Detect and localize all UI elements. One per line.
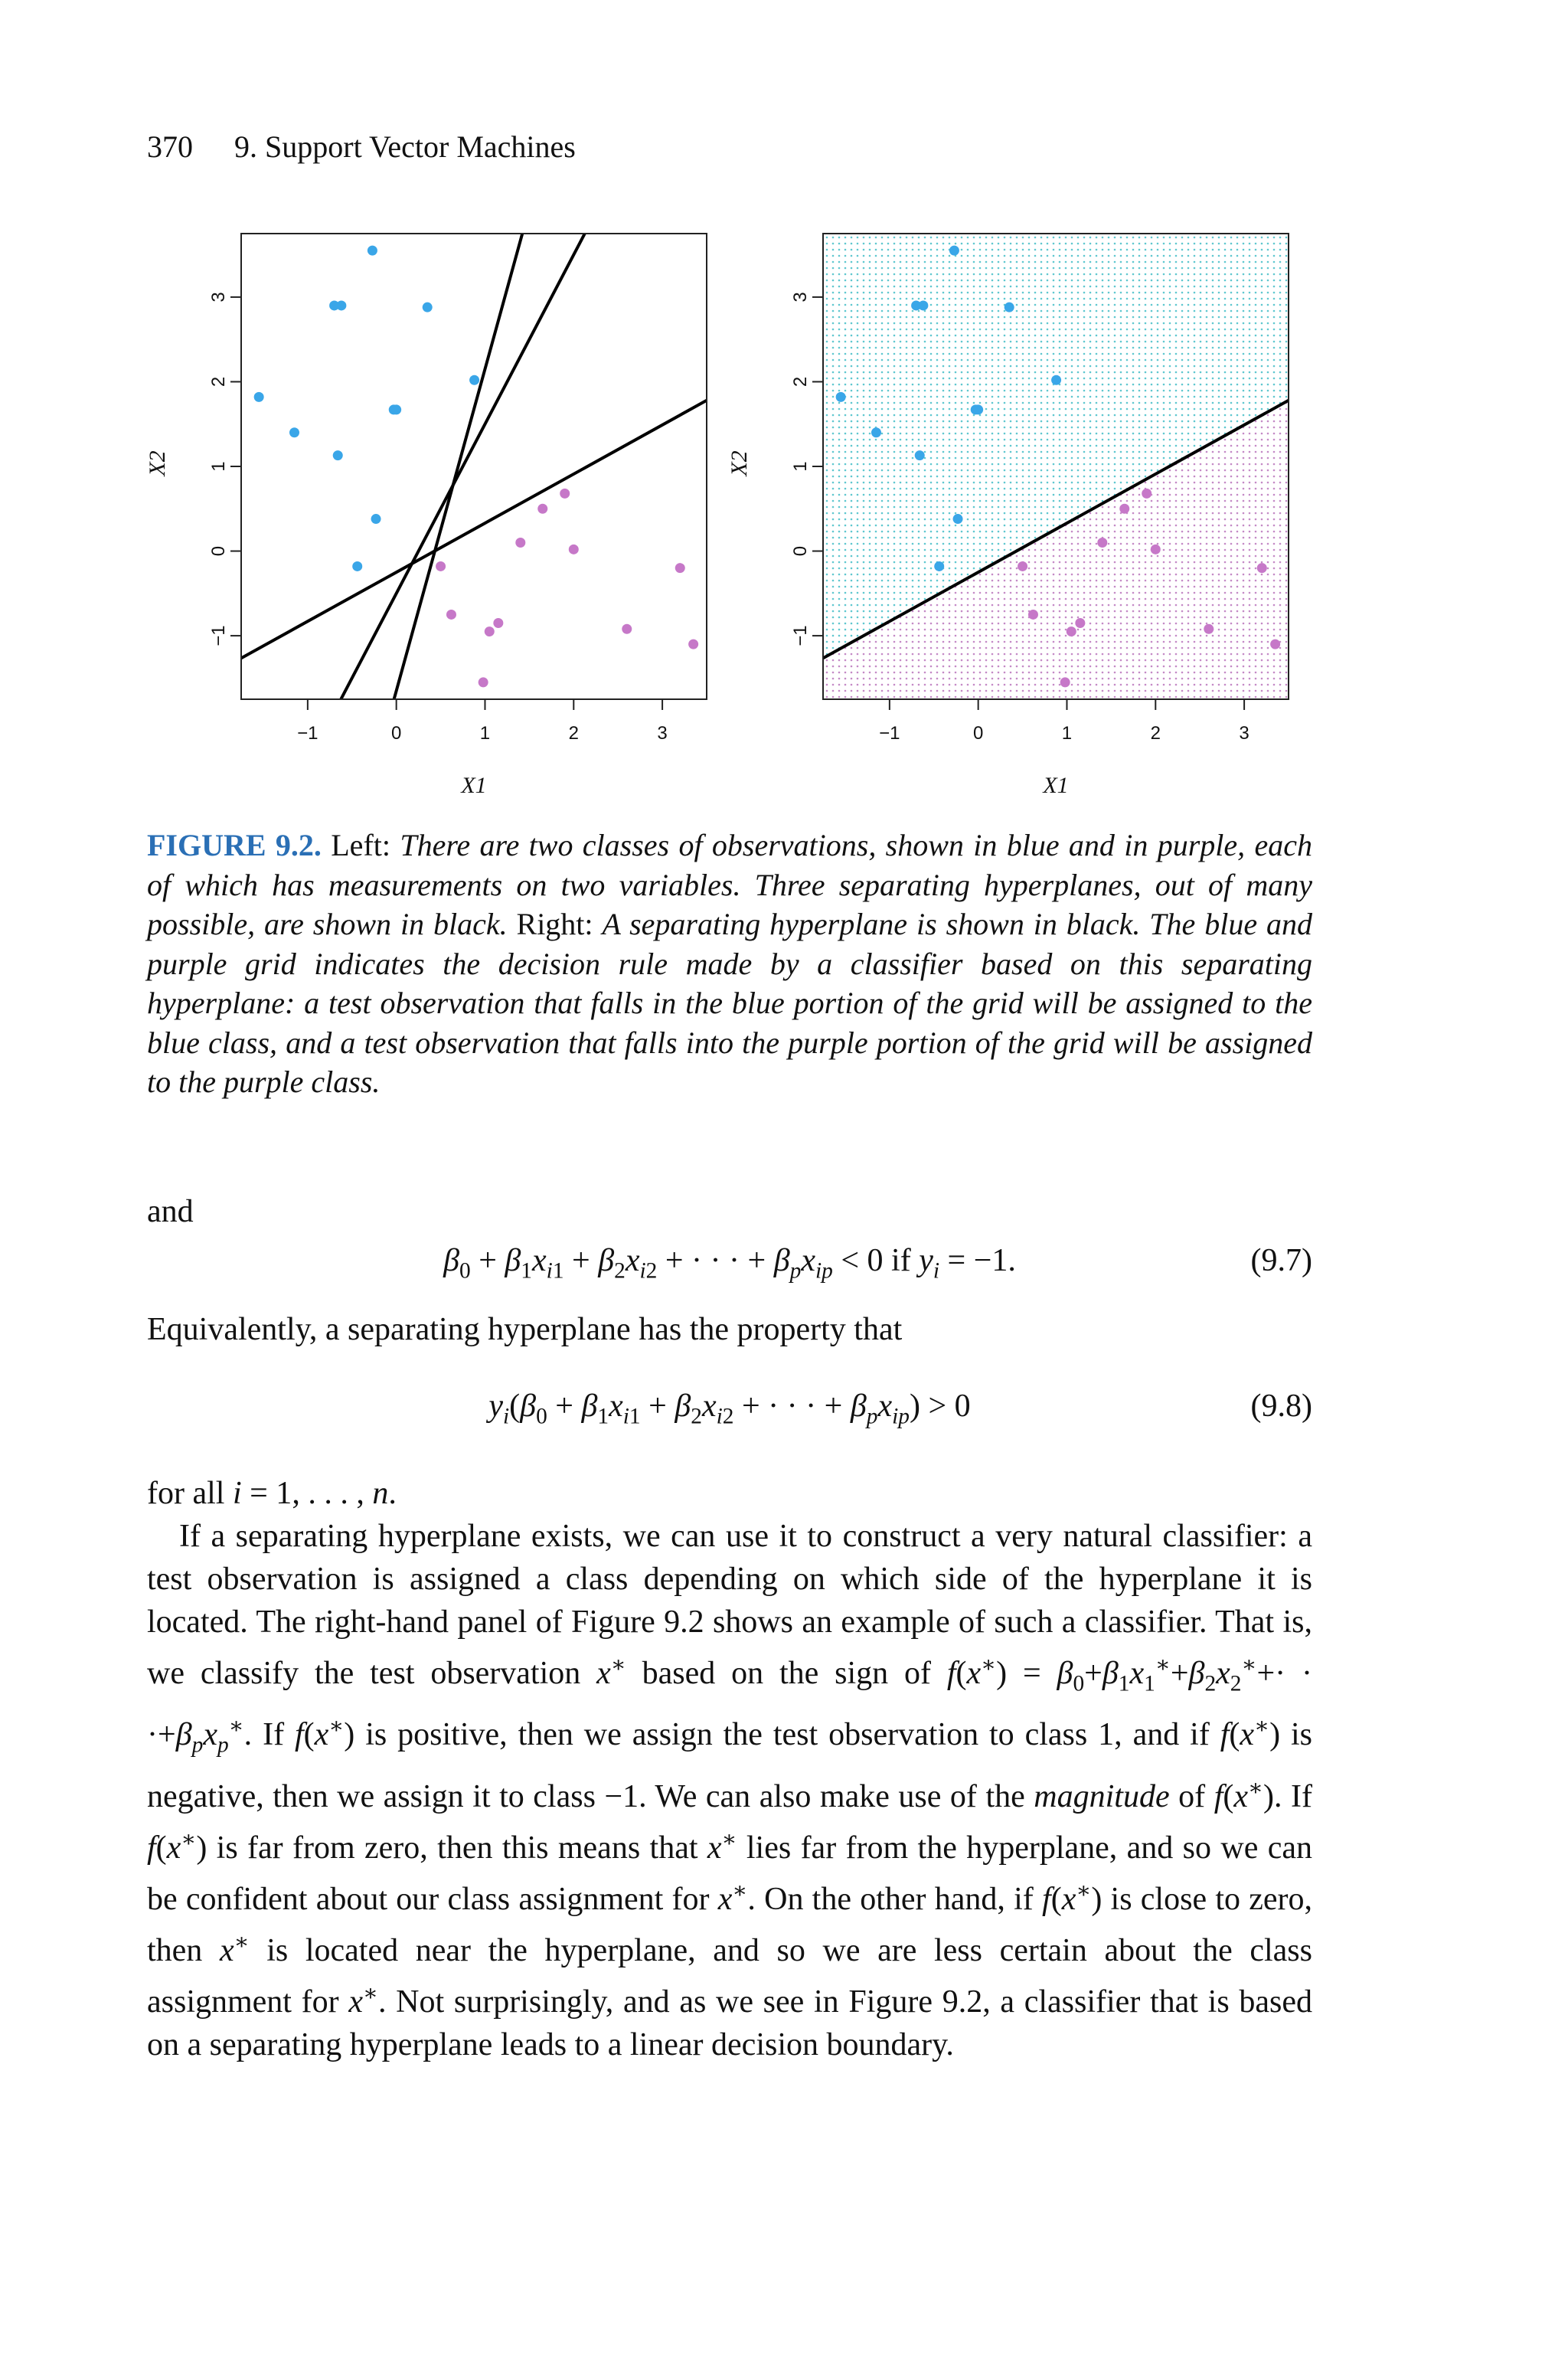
- equation-9-7-number: (9.7): [1250, 1243, 1312, 1278]
- caption-label: FIGURE 9.2.: [147, 828, 322, 862]
- x-axis-label: X1: [1043, 773, 1069, 798]
- blue-point: [934, 561, 944, 571]
- purple-point: [1028, 610, 1038, 620]
- purple-point: [1142, 489, 1152, 499]
- x-tick-label: 0: [390, 723, 402, 744]
- hyperplane-line-1: [241, 401, 707, 659]
- purple-point: [1075, 618, 1085, 628]
- y-tick-label: −1: [790, 625, 811, 646]
- x-tick-label: −1: [297, 723, 318, 744]
- blue-point: [254, 392, 264, 402]
- purple-point: [675, 563, 685, 573]
- blue-point: [368, 246, 377, 256]
- caption-right-tag: Right:: [516, 907, 593, 941]
- y-tick-label: 0: [790, 545, 811, 557]
- equation-9-8: [147, 1388, 1312, 1431]
- chapter-title: 9. Support Vector Machines: [234, 129, 576, 164]
- purple-point: [493, 618, 503, 628]
- text-equivalently: Equivalently, a separating hyperplane has the property that: [147, 1312, 903, 1347]
- purple-point: [446, 610, 456, 620]
- blue-point: [918, 300, 928, 310]
- text-for-all: for all i = 1, . . . , n.: [147, 1476, 397, 1511]
- purple-point: [1204, 624, 1214, 634]
- equation-9-8-body: $y_i(\beta_0 + \beta_1x_{i1} + \beta_2x_{i2}$ + · · · + $\beta_px_{ip}) > 0$: [488, 1389, 971, 1429]
- purple-point: [479, 677, 488, 687]
- blue-point: [423, 303, 433, 312]
- blue-point: [953, 514, 963, 524]
- purple-point: [515, 538, 525, 548]
- purple-point: [688, 639, 698, 649]
- purple-point: [1018, 561, 1027, 571]
- purple-point: [1270, 639, 1280, 649]
- equation-9-7: [147, 1242, 1312, 1285]
- purple-point: [1151, 545, 1161, 554]
- x-tick-label: 1: [479, 723, 491, 744]
- paragraph-classifier: If a separating hyperplane exists, we can use it to construct a very natural classifier: a test observation is assigned a class depending on which side of the hyperplane it is located. The right-hand panel of Figure 9.2 shows an example of such a classifier. That is, we classify the test observation x∗ based on the sign of $f(x^∗) = \beta_0+\beta_1x_1^∗+\beta_2x_2^∗+\cdot \cdot \cdot+\beta_px_p^∗$. If f(x∗) is positive, then we assign the test observation to class 1, and if f(x∗) is negative, then we assign it to class −1. We can also make use of the magnitude of f(x∗). If f(x∗) is far from zero, then this means that x∗ lies far from the hyperplane, and so we can be confident about our class assignment for x∗. On the other hand, if f(x∗) is close to zero, then x∗ is located near the hyperplane, and so we are less certain about the class assignment for x∗. Not surprisingly, and as we see in Figure 9.2, a classifier that is based on a separating hyperplane leads to a linear decision boundary.: [147, 1519, 1313, 2062]
- y-tick-label: 1: [208, 461, 229, 472]
- purple-point: [537, 504, 547, 514]
- blue-point: [469, 375, 479, 385]
- purple-point: [436, 561, 446, 571]
- purple-point: [1119, 504, 1129, 514]
- y-tick-label: 2: [790, 376, 811, 388]
- blue-point: [949, 246, 959, 256]
- purple-point: [1060, 677, 1070, 687]
- blue-point: [836, 392, 846, 402]
- y-tick-label: 3: [208, 292, 229, 303]
- blue-point: [371, 514, 381, 524]
- left-panel: [145, 222, 707, 812]
- caption-right-text: A separating hyperplane is shown in black. The blue and purple grid indicates the decision rule made by a classifier based on this separating hyperplane: a test observation that falls in the blue portion of the grid will be assigned to the blue class, and a test observation that falls into the purple portion of the grid will be assigned to the purple class.: [147, 907, 1313, 1099]
- paragraph-main-text: If a separating hyperplane exists, we can use it to construct a very natural classifier: a test observation is assigned a class depending on which side of the hyperplane it is located. The right-hand panel of Figure 9.2 shows an example of such a classifier. That is, we classify the test observation: [147, 1519, 1312, 1691]
- purple-point: [485, 626, 495, 636]
- blue-point: [1004, 303, 1014, 312]
- x-tick-label: 1: [1061, 723, 1073, 744]
- y-axis-label: X2: [727, 450, 752, 476]
- figure-9-2: [138, 222, 1332, 812]
- y-tick-label: −1: [208, 625, 229, 646]
- blue-point: [973, 404, 983, 414]
- figure-caption: [147, 826, 1312, 1102]
- blue-point: [336, 300, 346, 310]
- y-tick-label: 1: [790, 461, 811, 472]
- purple-point: [1097, 538, 1107, 548]
- for-all-label: for all: [147, 1476, 225, 1511]
- page-number: 370: [147, 129, 193, 164]
- x-tick-label: 3: [657, 723, 668, 744]
- purple-point: [560, 489, 570, 499]
- equation-9-8-number: (9.8): [1250, 1389, 1312, 1424]
- x-tick-label: 0: [972, 723, 984, 744]
- blue-point: [915, 450, 925, 460]
- plot-frame: [241, 234, 707, 699]
- magnitude-word: magnitude: [1034, 1778, 1170, 1814]
- running-header: [147, 129, 576, 165]
- y-tick-label: 2: [208, 376, 229, 388]
- blue-point: [352, 561, 362, 571]
- right-panel: [727, 234, 1289, 798]
- y-tick-label: 0: [208, 545, 229, 557]
- x-tick-label: 2: [568, 723, 579, 744]
- blue-point: [289, 427, 299, 437]
- blue-point: [1051, 375, 1061, 385]
- x-tick-label: −1: [879, 723, 900, 744]
- caption-left-text: There are two classes of observations, shown in blue and in purple, each of which has measurements on two variables. Three separating hyperplanes, out of many possible, are shown in black.: [147, 828, 1312, 941]
- blue-point: [333, 450, 343, 460]
- equation-9-7-body: $\beta_0 + \beta_1x_{i1} + \beta_2x_{i2}$ + · · · + $\beta_px_{ip} < 0$ if $y_i = -1$.: [443, 1243, 1016, 1284]
- y-axis-label: X2: [145, 450, 170, 476]
- x-tick-label: 3: [1239, 723, 1250, 744]
- y-tick-label: 3: [790, 292, 811, 303]
- blue-point: [391, 404, 401, 414]
- caption-left-tag: Left:: [331, 828, 390, 862]
- purple-point: [1067, 626, 1076, 636]
- purple-point: [569, 545, 579, 554]
- purple-point: [622, 624, 632, 634]
- x-tick-label: 2: [1150, 723, 1161, 744]
- purple-point: [1257, 563, 1267, 573]
- x-axis-label: X1: [461, 773, 487, 798]
- text-and: and: [147, 1194, 194, 1229]
- blue-point: [871, 427, 881, 437]
